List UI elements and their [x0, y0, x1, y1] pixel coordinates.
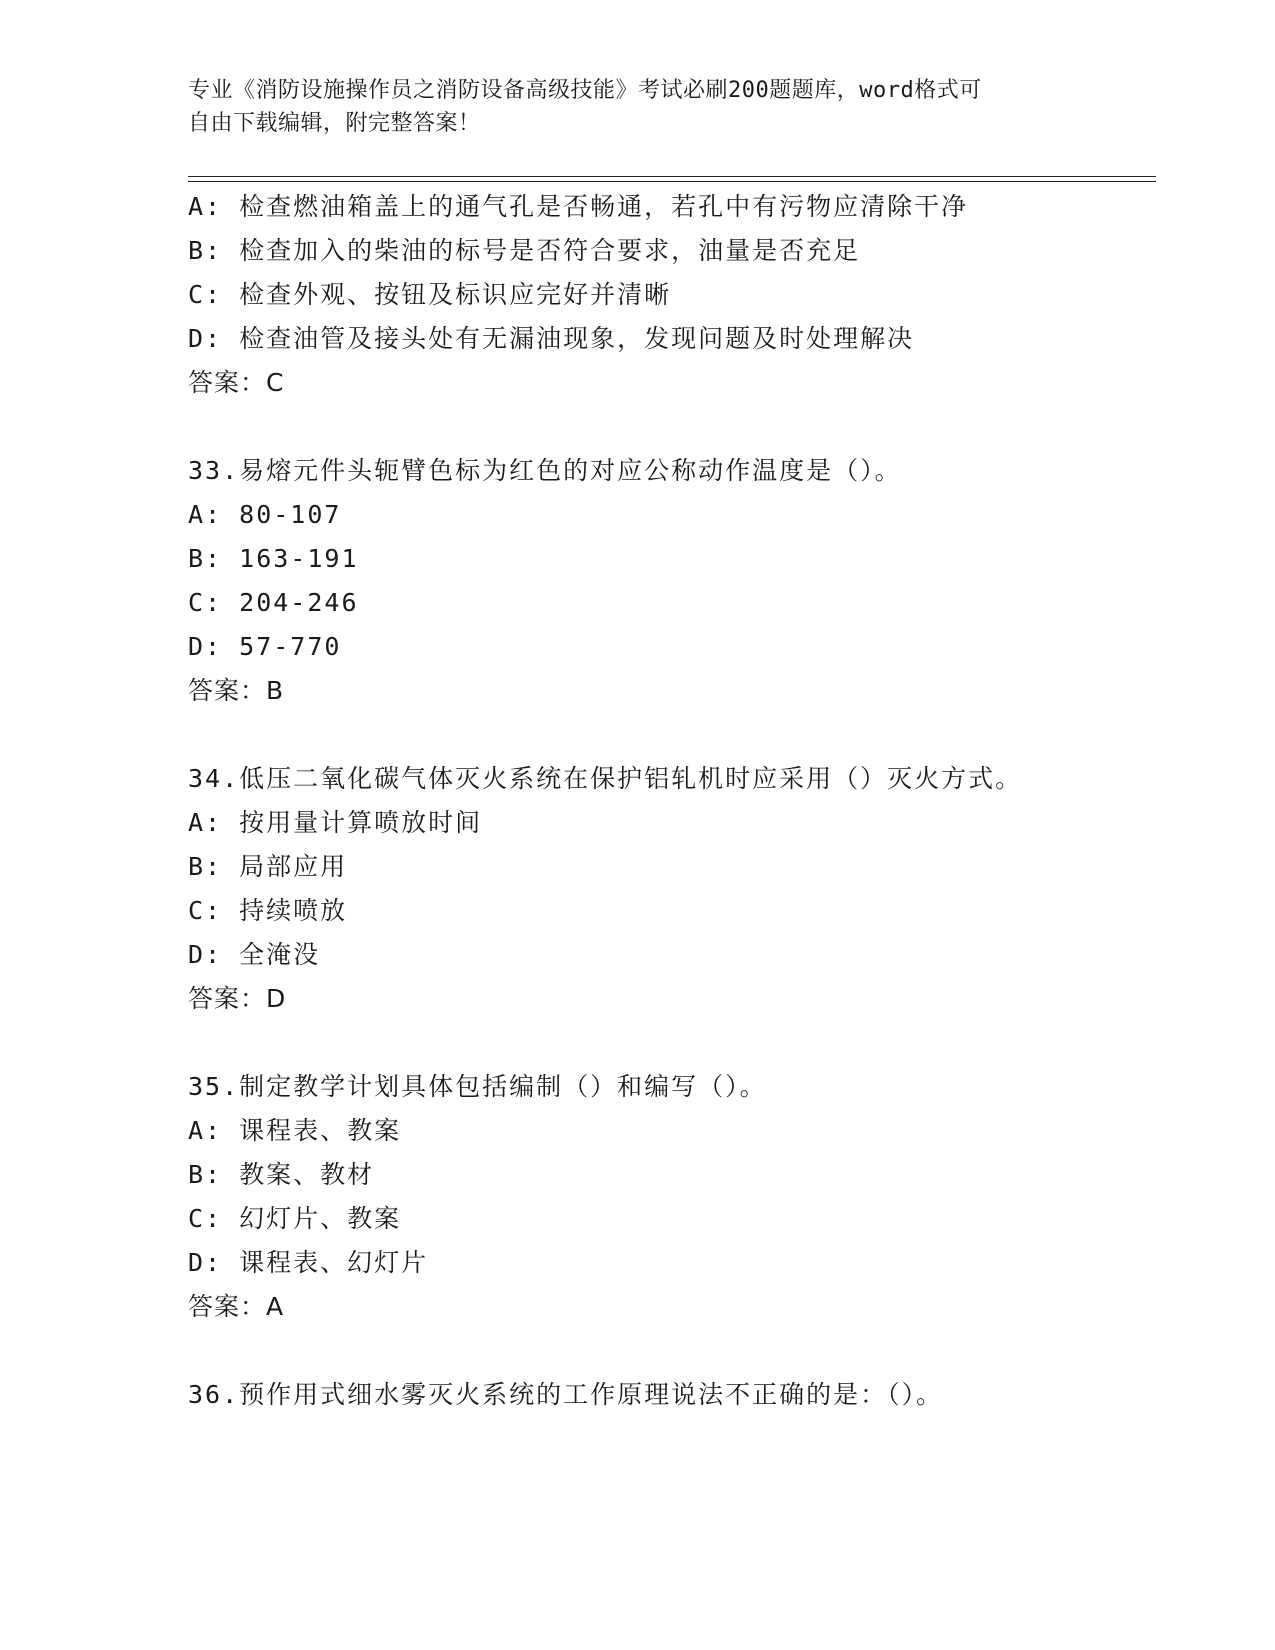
question-stem: 34.低压二氧化碳气体灭火系统在保护铝轧机时应采用（）灭火方式。	[188, 764, 1023, 793]
answer-label: 答案：A	[188, 1292, 285, 1321]
header-divider-top	[188, 176, 1156, 177]
option-a: A: 检查燃油箱盖上的通气孔是否畅通，若孔中有污物应清除干净	[188, 192, 969, 221]
option-b: B: 教案、教材	[188, 1160, 375, 1189]
option-d: D: 课程表、幻灯片	[188, 1248, 429, 1277]
option-b: B: 局部应用	[188, 852, 348, 881]
header-line-1: 专业《消防设施操作员之消防设备高级技能》考试必刷200题题库，word格式可	[188, 78, 982, 103]
answer-label: 答案：C	[188, 368, 285, 397]
option-c: C: 检查外观、按钮及标识应完好并清晰	[188, 280, 672, 309]
option-b: B: 检查加入的柴油的标号是否符合要求，油量是否充足	[188, 236, 861, 265]
header-line-2: 自由下载编辑，附完整答案！	[188, 111, 481, 136]
question-stem: 33.易熔元件头轭臂色标为红色的对应公称动作温度是（）。	[188, 456, 902, 485]
option-c: C: 204-246	[188, 588, 359, 617]
answer-label: 答案：B	[188, 676, 285, 705]
question-stem: 36.预作用式细水雾灭火系统的工作原理说法不正确的是：（）。	[188, 1380, 944, 1409]
option-b: B: 163-191	[188, 544, 359, 573]
option-c: C: 幻灯片、教案	[188, 1204, 402, 1233]
option-d: D: 57-770	[188, 632, 342, 661]
header-divider-bottom	[188, 181, 1156, 182]
option-a: A: 80-107	[188, 500, 342, 529]
document-header	[188, 74, 1088, 140]
option-d: D: 检查油管及接头处有无漏油现象，发现问题及时处理解决	[188, 324, 915, 353]
option-d: D: 全淹没	[188, 940, 321, 969]
option-a: A: 课程表、教案	[188, 1116, 402, 1145]
option-a: A: 按用量计算喷放时间	[188, 808, 483, 837]
question-stem: 35.制定教学计划具体包括编制（）和编写（）。	[188, 1072, 767, 1101]
option-c: C: 持续喷放	[188, 896, 348, 925]
answer-label: 答案：D	[188, 984, 287, 1013]
